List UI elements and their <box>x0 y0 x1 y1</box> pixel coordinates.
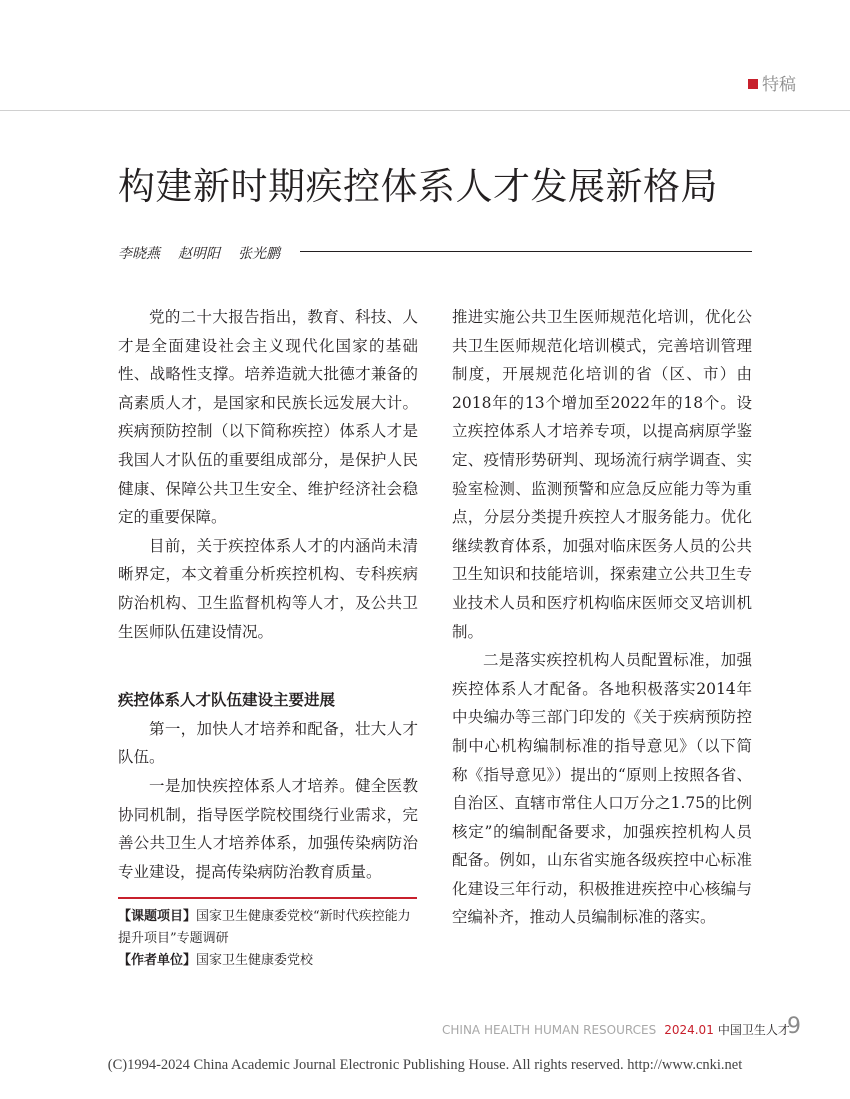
issue-number: 2024.01 <box>664 1023 714 1037</box>
footnote-text: 国家卫生健康委党校“新时代疾控能力提升项目”专题调研 <box>118 909 411 946</box>
section-tag <box>748 70 796 95</box>
footnotes <box>118 906 423 972</box>
footnote-unit <box>118 950 423 972</box>
page-number: 9 <box>787 1014 801 1039</box>
square-icon <box>748 79 758 89</box>
footnote-text: 国家卫生健康委党校 <box>196 953 314 968</box>
article-title: 构建新时期疾控体系人才发展新格局 <box>118 165 718 208</box>
journal-name-cn: 中国卫生人才 <box>717 1023 790 1037</box>
footnote-label: 【作者单位】 <box>118 953 197 968</box>
page-footer <box>442 1021 790 1038</box>
right-column <box>452 303 752 932</box>
paragraph: 第一，加快人才培养和配备，壮大人才队伍。 <box>118 719 418 767</box>
paragraph: 二是落实疾控机构人员配置标准，加强疾控体系人才配备。各地积极落实2014年中央编办等三部门印发的《关于疾病预防控制中心机构编制标准的指导意见》（以下简称《指导意见》）提出的“原则上按照各省、自治区、直辖市常住人口万分之1.75的比例核定”的编制配备要求，加强疾控机构人员配备。例如，山东省实施各级疾控中心标准化建设三年行动，积极推进疾控中心核编与空编补齐，推动人员编制标准的落实。 <box>452 651 752 927</box>
author-name: 李晓燕 <box>118 246 160 262</box>
left-column <box>118 303 418 886</box>
journal-name-en: CHINA HEALTH HUMAN RESOURCES <box>442 1023 657 1037</box>
paragraph: 党的二十大报告指出，教育、科技、人才是全面建设社会主义现代化国家的基础性、战略性支撑。培养造就大批德才兼备的高素质人才，是国家和民族长远发展大计。疾病预防控制（以下简称疾控）体系人才是我国人才队伍的重要组成部分，是保护人民健康、保障公共卫生安全、维护经济社会稳定的重要保障。 <box>118 308 418 527</box>
paragraph: 一是加快疾控体系人才培养。健全医教协同机制，指导医学院校围绕行业需求，完善公共卫生人才培养体系，加强传染病防治专业建设，提高传染病防治教育质量。 <box>118 776 418 881</box>
paragraph: 推进实施公共卫生医师规范化培训，优化公共卫生医师规范化培训模式，完善培训管理制度，开展规范化培训的省（区、市）由2018年的13个增加至2022年的18个。设立疾控体系人才培养专项，以提高病原学鉴定、疫情形势研判、现场流行病学调查、实验室检测、监测预警和应急反应能力等为重点，分层分类提升疾控人才服务能力。优化继续教育体系，加强对临床医务人员的公共卫生知识和技能培训，探索建立公共卫生专业技术人员和医疗机构临床医师交叉培训机制。 <box>452 308 752 641</box>
footnote-divider <box>118 897 417 899</box>
section-heading: 疾控体系人才队伍建设主要进展 <box>118 691 336 710</box>
author-divider <box>300 251 752 252</box>
footnote-label: 【课题项目】 <box>118 909 197 924</box>
paragraph: 目前，关于疾控体系人才的内涵尚未清晰界定，本文着重分析疾控机构、专科疾病防治机构、卫生监督机构等人才，及公共卫生医师队伍建设情况。 <box>118 536 418 641</box>
header-divider <box>0 110 850 111</box>
copyright-notice: (C)1994-2024 China Academic Journal Electronic Publishing House. All rights reserved. http://www.cnki.net <box>107 1057 743 1073</box>
section-label: 特稿 <box>762 75 796 95</box>
footnote-project <box>118 906 423 950</box>
author-line <box>118 243 298 263</box>
author-name: 张光鹏 <box>238 246 280 262</box>
author-name: 赵明阳 <box>178 246 220 262</box>
